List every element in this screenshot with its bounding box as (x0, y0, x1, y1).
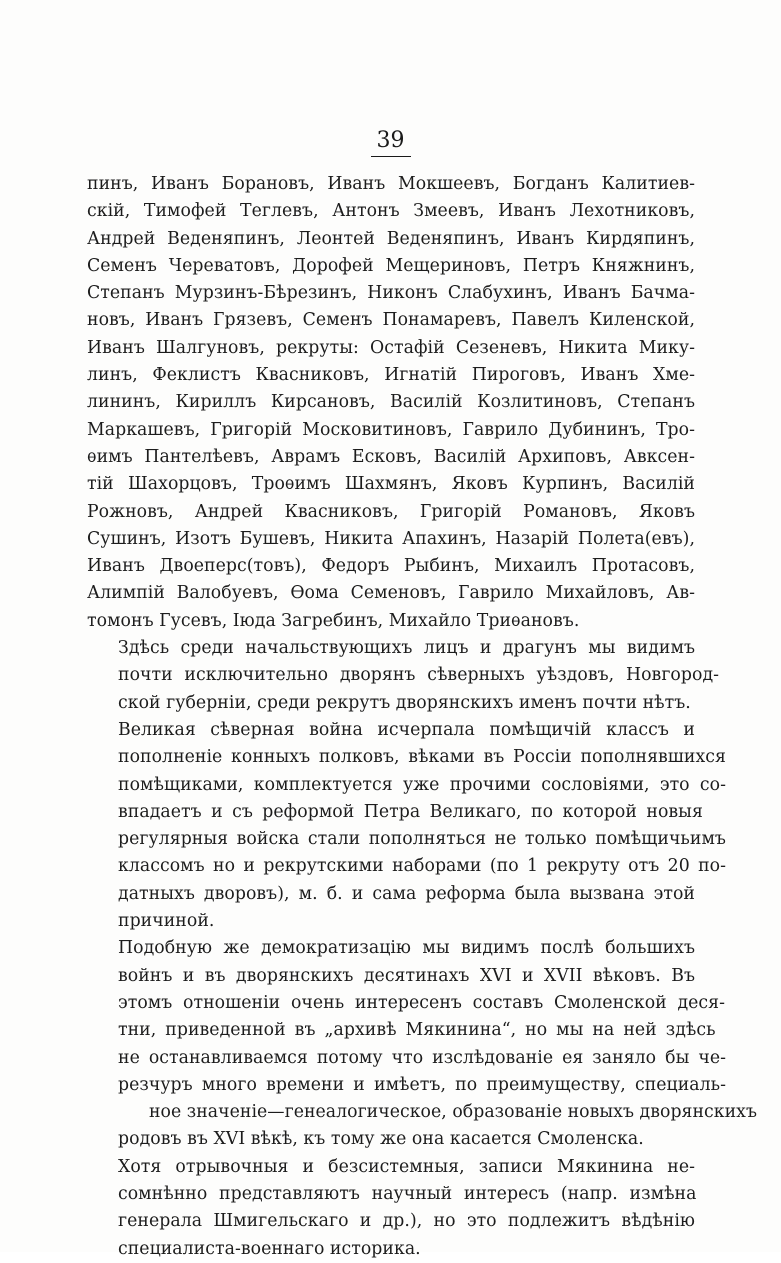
text-line: Рожновъ, Андрей Квасниковъ, Григорій Романовъ, Яковъ (87, 501, 695, 522)
page-number (0, 128, 781, 157)
text-line: причиной. (118, 911, 215, 932)
text-line: Семенъ Череватовъ, Дорофей Мещериновъ, Петръ Княжнинъ, (87, 255, 695, 276)
text-line: специалиста-военнаго историка. (118, 1238, 421, 1259)
text-line: тни, приведенной въ „архивѣ Мякинина“, но мы на ней здѣсь (118, 1020, 716, 1041)
text-line: ное значеніе—генеалогическое, образованіе новыхъ дворянскихъ (148, 1102, 757, 1123)
text-line: родовъ въ XVI вѣкѣ, къ тому же она касается Смоленска. (118, 1129, 644, 1150)
text-line: пополненіе конныхъ полковъ, вѣками въ Россіи пополнявшихся (118, 747, 726, 768)
text-line: скій, Тимофей Теглевъ, Антонъ Змеевъ, Иванъ Лехотниковъ, (87, 201, 695, 222)
text-line: не останавливаемся потому что изслѣдованіе ея заняло бы че- (118, 1047, 726, 1068)
paragraph (87, 171, 695, 635)
text-line: Хотя отрывочныя и безсистемныя, записи Мякинина не- (118, 1156, 695, 1177)
text-line: впадаетъ и съ реформой Петра Великаго, по которой новыя (118, 801, 703, 822)
text-line: Андрей Веденяпинъ, Леонтей Веденяпинъ, Иванъ Кирдяпинъ, (87, 228, 695, 249)
text-line: генерала Шмигельскаго и др.), но это подлежитъ вѣдѣнію (118, 1211, 695, 1232)
text-line: Сушинъ, Изотъ Бушевъ, Никита Апахинъ, Назарій Полета(евъ), (87, 528, 695, 549)
text-line: датныхъ дворовъ), м. б. и сама реформа была вызвана этой (118, 883, 695, 904)
text-line: Иванъ Двоеперс(товъ), Федоръ Рыбинъ, Михаилъ Протасовъ, (87, 556, 695, 577)
text-line: пинъ, Иванъ Борановъ, Иванъ Мокшеевъ, Богданъ Калитиев- (87, 174, 695, 194)
text-line: сомнѣнно представляютъ научный интересъ (напр. измѣна (118, 1183, 697, 1204)
text-line: регулярныя войска стали пополняться не только помѣщичьимъ (118, 829, 726, 850)
text-line: помѣщиками, комплектуется уже прочими сословіями, это со- (118, 774, 727, 795)
text-line: классомъ но и рекрутскими наборами (по 1 рекруту отъ 20 по- (118, 856, 727, 877)
text-line: почти исключительно дворянъ сѣверныхъ уѣздовъ, Новгород- (118, 665, 720, 686)
paragraph (87, 935, 757, 1153)
text-line: Великая сѣверная война исчерпала помѣщичій классъ и (118, 719, 695, 740)
paragraph (87, 1154, 695, 1263)
text-line: тій Шахорцовъ, Троѳимъ Шахмянъ, Яковъ Курпинъ, Василій (87, 474, 695, 495)
text-line: резчуръ много времени и имѣетъ, по преимуществу, специаль- (118, 1074, 726, 1095)
paragraph (87, 717, 727, 935)
text-line: линъ, Феклистъ Квасниковъ, Игнатій Пироговъ, Иванъ Хме- (87, 365, 695, 386)
text-line: ѳимъ Пантелѣевъ, Аврамъ Есковъ, Василій Архиповъ, Авксен- (87, 446, 695, 467)
text-line: Алимпій Валобуевъ, Ѳома Семеновъ, Гаврило Михайловъ, Ав- (87, 583, 695, 604)
text-line: ской губерніи, среди рекрутъ дворянскихъ именъ почти нѣтъ. (118, 692, 691, 713)
text-line: томонъ Гусевъ, Іюда Загребинъ, Михайло Триѳановъ. (87, 610, 580, 631)
text-line: Иванъ Шалгуновъ, рекруты: Остафій Сезеневъ, Никита Мику- (87, 337, 695, 358)
text-line: Здѣсь среди начальствующихъ лицъ и драгунъ мы видимъ (118, 638, 695, 659)
text-line: войнъ и въ дворянскихъ десятинахъ XVI и XVII вѣковъ. Въ (118, 965, 695, 986)
text-line: новъ, Иванъ Грязевъ, Семенъ Понамаревъ, Павелъ Киленской, (87, 310, 695, 331)
text-line: Подобную же демократизацію мы видимъ послѣ большихъ (118, 938, 695, 959)
body-text (87, 171, 757, 1263)
page-number-text: 39 (371, 128, 411, 157)
text-line: Степанъ Мурзинъ-Бѣрезинъ, Никонъ Слабухинъ, Иванъ Бачма- (87, 283, 695, 304)
text-line: Маркашевъ, Григорій Московитиновъ, Гаврило Дубининъ, Тро- (87, 419, 695, 440)
text-line: лининъ, Кириллъ Кирсановъ, Василій Козлитиновъ, Степанъ (87, 392, 695, 413)
paragraph (87, 635, 720, 717)
text-line: этомъ отношеніи очень интересенъ составъ Смоленской деся- (118, 992, 725, 1013)
